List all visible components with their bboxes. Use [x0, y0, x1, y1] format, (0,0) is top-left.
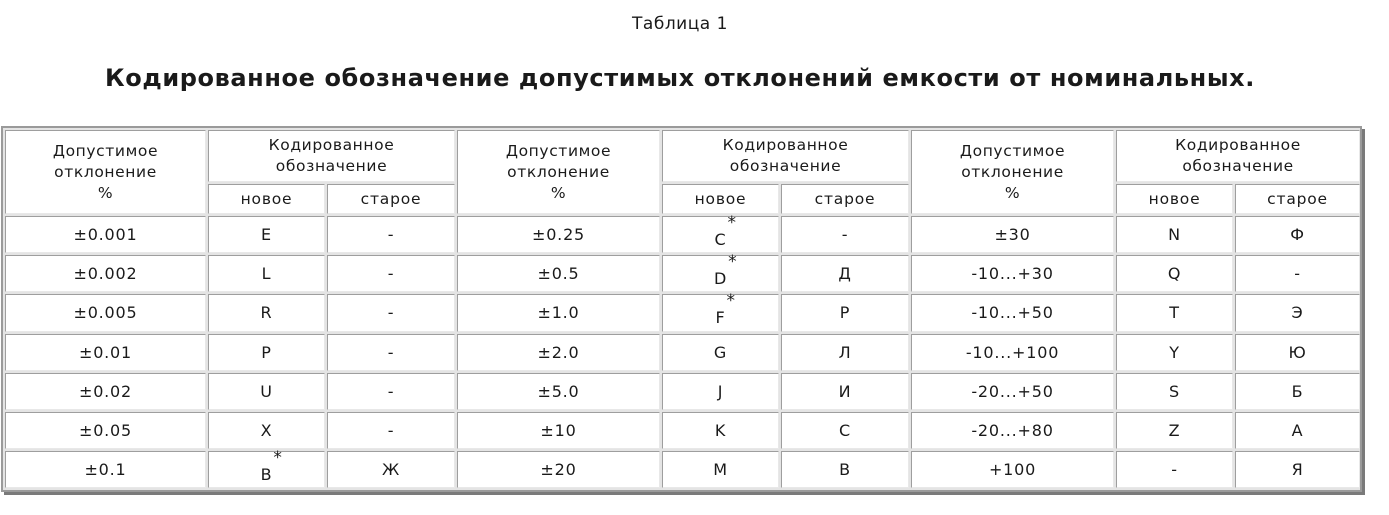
header-old-1: старое — [327, 184, 455, 214]
header-tolerance-1: Допустимое отклонение % — [5, 130, 206, 214]
table-cell: U — [208, 373, 325, 410]
table-cell: -20...+80 — [911, 412, 1114, 449]
table-cell: Z — [1116, 412, 1233, 449]
table-cell — [662, 252, 779, 292]
code-with-asterisk — [715, 291, 736, 328]
table-row — [5, 412, 1360, 449]
header-new-1: новое — [208, 184, 325, 214]
table-cell: ±0.002 — [5, 255, 206, 292]
table-cell: -10...+100 — [911, 334, 1114, 371]
table-cell: P — [208, 334, 325, 371]
table-cell: С — [781, 412, 909, 449]
table-cell: ±1.0 — [457, 294, 660, 331]
table-cell: K — [662, 412, 779, 449]
table-cell: N — [1116, 216, 1233, 253]
table-cell: - — [781, 216, 909, 253]
table-cell: ±0.005 — [5, 294, 206, 331]
table-cell: M — [662, 451, 779, 488]
tolerance-code-table — [1, 126, 1362, 492]
table-cell: Q — [1116, 255, 1233, 292]
table-cell: +100 — [911, 451, 1114, 488]
table-cell: R — [208, 294, 325, 331]
table-cell — [208, 447, 325, 488]
table-cell: А — [1235, 412, 1360, 449]
table-cell: ±0.5 — [457, 255, 660, 292]
table-cell: Я — [1235, 451, 1360, 488]
table-cell: L — [208, 255, 325, 292]
table-cell: - — [327, 412, 455, 449]
table-cell: Р — [781, 294, 909, 331]
table-cell: - — [327, 294, 455, 331]
table-cell: ±0.02 — [5, 373, 206, 410]
table-cell: Л — [781, 334, 909, 371]
table-row — [5, 334, 1360, 371]
table-cell: G — [662, 334, 779, 371]
asterisk-mark: * — [727, 213, 737, 234]
code-with-asterisk — [714, 213, 737, 250]
header-new-2: новое — [662, 184, 779, 214]
table-row — [5, 216, 1360, 253]
table-cell — [662, 213, 779, 253]
code-letter: F — [715, 308, 726, 328]
table-cell: -20...+50 — [911, 373, 1114, 410]
asterisk-mark: * — [273, 447, 283, 468]
header-code-2: Кодированное обозначение — [662, 130, 909, 182]
table-cell: - — [327, 216, 455, 253]
table-cell: ±10 — [457, 412, 660, 449]
table-cell: ±0.25 — [457, 216, 660, 253]
table-cell: Д — [781, 255, 909, 292]
header-old-2: старое — [781, 184, 909, 214]
code-letter: B — [260, 464, 273, 484]
table-cell: Ю — [1235, 334, 1360, 371]
data-table — [3, 128, 1362, 490]
table-cell: - — [327, 334, 455, 371]
table-cell: Ж — [327, 451, 455, 488]
table-cell: ±0.1 — [5, 451, 206, 488]
table-cell: -10...+30 — [911, 255, 1114, 292]
table-cell: - — [1116, 451, 1233, 488]
asterisk-mark: * — [728, 252, 738, 273]
asterisk-mark: * — [726, 291, 736, 312]
table-cell: - — [327, 255, 455, 292]
table-caption: Таблица 1 — [632, 14, 728, 34]
table-cell: - — [327, 373, 455, 410]
table-cell: В — [781, 451, 909, 488]
table-row — [5, 255, 1360, 292]
table-cell: Y — [1116, 334, 1233, 371]
table-cell: X — [208, 412, 325, 449]
table-row — [5, 294, 1360, 331]
table-cell: T — [1116, 294, 1233, 331]
code-with-asterisk — [260, 447, 283, 484]
table-cell: ±0.01 — [5, 334, 206, 371]
table-cell: E — [208, 216, 325, 253]
header-code-1: Кодированное обозначение — [208, 130, 455, 182]
code-letter: D — [713, 269, 728, 289]
table-cell: ±5.0 — [457, 373, 660, 410]
header-old-3: старое — [1235, 184, 1360, 214]
table-cell: Э — [1235, 294, 1360, 331]
code-with-asterisk — [713, 252, 738, 289]
table-cell: Б — [1235, 373, 1360, 410]
table-cell: ±30 — [911, 216, 1114, 253]
table-row — [5, 451, 1360, 488]
table-row — [5, 373, 1360, 410]
table-cell: И — [781, 373, 909, 410]
header-code-3: Кодированное обозначение — [1116, 130, 1360, 182]
table-cell: S — [1116, 373, 1233, 410]
table-cell: J — [662, 373, 779, 410]
code-letter: C — [714, 230, 727, 250]
table-cell: ±2.0 — [457, 334, 660, 371]
table-cell: ±0.001 — [5, 216, 206, 253]
table-cell: - — [1235, 255, 1360, 292]
header-new-3: новое — [1116, 184, 1233, 214]
table-cell: -10...+50 — [911, 294, 1114, 331]
page-title: Кодированное обозначение допустимых отклонений емкости от номинальных. — [105, 64, 1255, 92]
table-cell: ±20 — [457, 451, 660, 488]
table-cell: ±0.05 — [5, 412, 206, 449]
header-tolerance-3: Допустимое отклонение % — [911, 130, 1114, 214]
table-cell: Ф — [1235, 216, 1360, 253]
table-cell — [662, 291, 779, 331]
header-tolerance-2: Допустимое отклонение % — [457, 130, 660, 214]
